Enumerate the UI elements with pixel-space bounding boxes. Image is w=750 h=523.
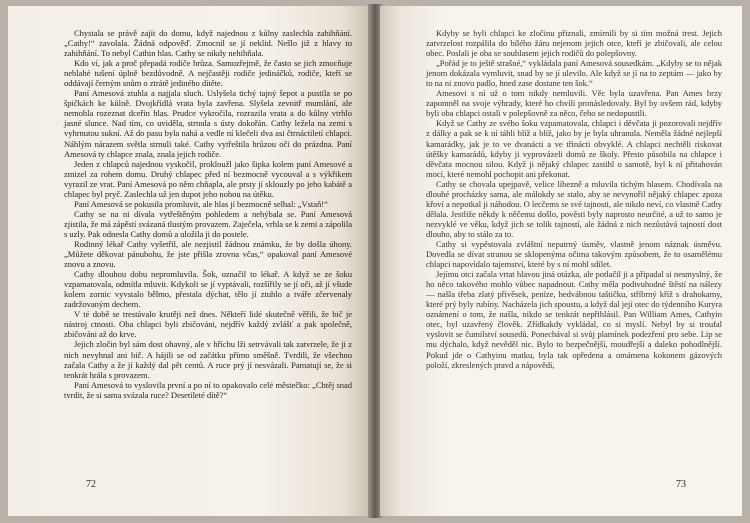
paragraph: Jeden z chlapců najednou vyskočil, prokloužl jako šipka kolem paní Amesové a zmizel za rohem domu. Druhý chlapec před ní bezmocně vycouval a s výkřikem vyrazil ze vrat. Paní Amesová po něm chňapla, ale prsty jí sklouzly po jeho kabátě a chlapec byl pryč. Zaslechla už jen dupot jeho nohou na útěku.	[64, 158, 352, 199]
left-page	[8, 6, 370, 516]
page-number-left: 72	[86, 479, 96, 490]
paragraph: Paní Amesová se pokusila promluvit, ale hlas jí bezmocně selhal: „Vstaň!“	[74, 198, 328, 209]
right-page	[380, 6, 742, 516]
left-page-text	[64, 28, 352, 400]
paragraph: Kdyby se byli chlapci ke zločinu přiznali, zmírnili by si tím možná trest. Jejich zatvrzelost rozpálila do bílého žáru nejenom jejich otce, kteří je zbičovali, ale celou obec. Poslali je oba se souhlasem jejich rodičů do polepšovny.	[426, 28, 722, 59]
paragraph: Když se Cathy ze svého šoku vzpamatovala, chlapci i děvčata ji pozorovali nejdřív z dálky a pak se k ní táhli blíž a blíž, jako by je byla uhranula. Neměla žádné nejlepší kamarádky, jak je to ve dvanácti a ve třinácti obvyklé. A chlapci nechtěli riskovat útěšky kamarádů, kdyby ji vyprovázeli domů ze školy. Přesto působila na chlapce i děvčata mocnou silou. Když ji nějaký chlapec zastihl o samotě, byl k ní přitahován mocí, které nemohl pochopit ani překonat.	[426, 118, 722, 179]
paragraph: Cathy se chovala upejpavě, velice líbezně a mluvila tichým hlasem. Chodívala na dlouhé procházky sama, ale málokdy se stalo, aby se nevynořil nějaký chlapec zpoza křoví a nepotkal ji náhodou. O lecčems se své tajnosti, ale nikdo neví, co vlastně Cathy dělala. Jestliže někdy k něčemu došlo, pověsti byly naprosto neurčité, a už to samo je nezvyklé ve věku, když jich se tolik tajností, ale žádná z nich nezůstává tajností dost dlouho, aby to stálo za to.	[426, 178, 722, 239]
paragraph: „Pořád je to ještě strašné,“ vykládala paní Amesová sousedkám. „Kdyby se to nějak jenom dokázala vymluvit, snad by se jí ulevilo. Ale když se jí na to zeptám — jako by to na ni znovu padlo, hned zase dostane ten šok.“	[426, 58, 722, 89]
paragraph: Paní Amesová ztuhla a najjala sluch. Uslyšela tichý tajný šepot a pustila se po špičkách ke kůlně. Dvojkřídlá vrata byla zavřena. Slyšela zevnitř mumlání, ale nemohla rozeznat dceřin hlas. Prudce vykročila, rozrazila vrata a do kůlny vtrhlo jasné slunce. Nad tím, co uviděla, strnula s ústy dokořán. Cathy ležela na zemi s vyhrnutou sukní. Až do pasu byla nahá a vedle ní klečeli dva asi čtrnáctiletí chlapci. Náhlým nárazem světla strnuli také. Cathy vytřeštila hrůzou oči do prázdna. Paní Amesová ty chlapce znala, znala jejich rodiče.	[64, 88, 352, 159]
paragraph: Cathy si vypěstovala zvláštní nepatrný úsměv, vlastně jenom náznak úsměvu. Dovedla se dívat stranou se sklopenýma očima takovým způsobem, že to osamělému chlapci napovídalo tajemství, které by s ní mohl sdílet.	[426, 238, 722, 270]
paragraph: V té době se trestávalo krutěji než dnes. Někteří lidé skutečně věřili, že bič je nástroj ctnosti. Oba chlapci byli zbičováni, nejdřív každý zvlášť a pak společně, zbičováni až do krve.	[64, 309, 352, 340]
page-number-right: 73	[676, 479, 686, 490]
paragraph: Cathy se na ni dívala vytřeštěným pohledem a nehýbala se. Paní Amesová zjistila, že má zápěstí svázaná tlustým provazem. Zaječela, vrhla se k zemi a zápolila s uzly. Pak odnesla Cathy domů a uložila ji do postele.	[64, 208, 352, 239]
paragraph: Amesovi s ní už o tom nikdy nemluvili. Věc byla uzavřena. Pan Ames brzy zapomněl na svoje výhrady, které ho chvíli pronásledovaly. Byl by ovšem rád, kdyby byli oba chlapci ostali v polepšovně za něco, čeho se nedopustili.	[426, 88, 722, 119]
paragraph: Jejich zločin byl sám dost ohavný, ale v hříchu lži setrvávali tak zatvrzele, že ji z nich nevyhnal ani bič. A hájili se od začátku přímo směšně. Tvrdili, že všechno začala Cathy a že jí každý dal pět centů. A ruce prý jí nesvázali. Pamatují se, že si tenkrát hrála s provazem.	[64, 339, 352, 380]
paragraph: Chystala se právě zajít do domu, když najednou z kůlny zaslechla zahihňání. „Cathy!“ zavolala. Žádná odpověď. Zmocnil se jí neklid. Nešlo již z hlavy to zahihňání. To nebyl Cathin hlas. Cathy se nikdy nehihňala.	[64, 28, 352, 59]
paragraph: Kdo ví, jak a proč přepadá rodiče hrůza. Samozřejmě, že často se jich zmocňuje neblahé tušení úplně bezdůvodně. A nejčastěji rodiče jedináčků, rodiče, kteří se oddávají černým snům o ztrátě jediného dítěte.	[64, 58, 352, 89]
right-page-text	[426, 28, 722, 370]
paragraph: Rodinný lékař Cathy vyšetřil, ale nezjistil žádnou známku, že by došla úhony. „Můžete děkovat pánubohu, že jste přišla zrovna včas,“ opakoval paní Amesové znovu a znovu.	[64, 238, 352, 270]
paragraph: Paní Amesová to vyslovila první a po ní to opakovalo celé městečko: „Chtěj snad tvrdit, že si sama svázala ruce? Desetileté dítě?“	[64, 379, 352, 400]
paragraph: Jejímu otci začala vrtat hlavou jiná otázka, ale potlačil ji a připadal si nesmyslný, že ho něco takového mohlo vůbec napadnout. Cathy měla podivuhodné štěstí na nálezy — našla třeba zlatý přívěsek, peníze, hedvábnou taštičku, stříbrný kříž s drahokamy, které prý byly rubíny. Nacházela jich spoustu, a když dal její otec do týdenního Kuryra oznámení o tom, že našla, nikdo se tenkrát nepřihlásil. Pan William Ames, Cathyin otec, byl uzavřený člověk. Zřídkakdy vykládal, co si myslí. Nebyl by si troufal vyslovit se čumilství sousedů. Ponechával si svůj plamínek podezření pro sebe. Lip se mu dýchalo, když nevěděl nic. Bylo to bezpečnější, moudřejší a daleko pohodlnější. Pokud jde o Cathyinu matku, byla tak opředena a omámena kokonem gázových položí, zkreslených pravd a nápovědí,	[426, 269, 722, 370]
paragraph: Cathy dlouhou dobu nepromluvila. Šok, označil to lékař. A když se ze šoku vzpamatovala, odmítla mluvit. Kdykoli se jí vyptávali, rozšířily se jí oči, až jí všude kolem zornic vyvstalo bělmo, přestala dýchat, tělo jí ztuhlo a tváře zčervenaly zadržovaným dechem.	[64, 269, 352, 310]
